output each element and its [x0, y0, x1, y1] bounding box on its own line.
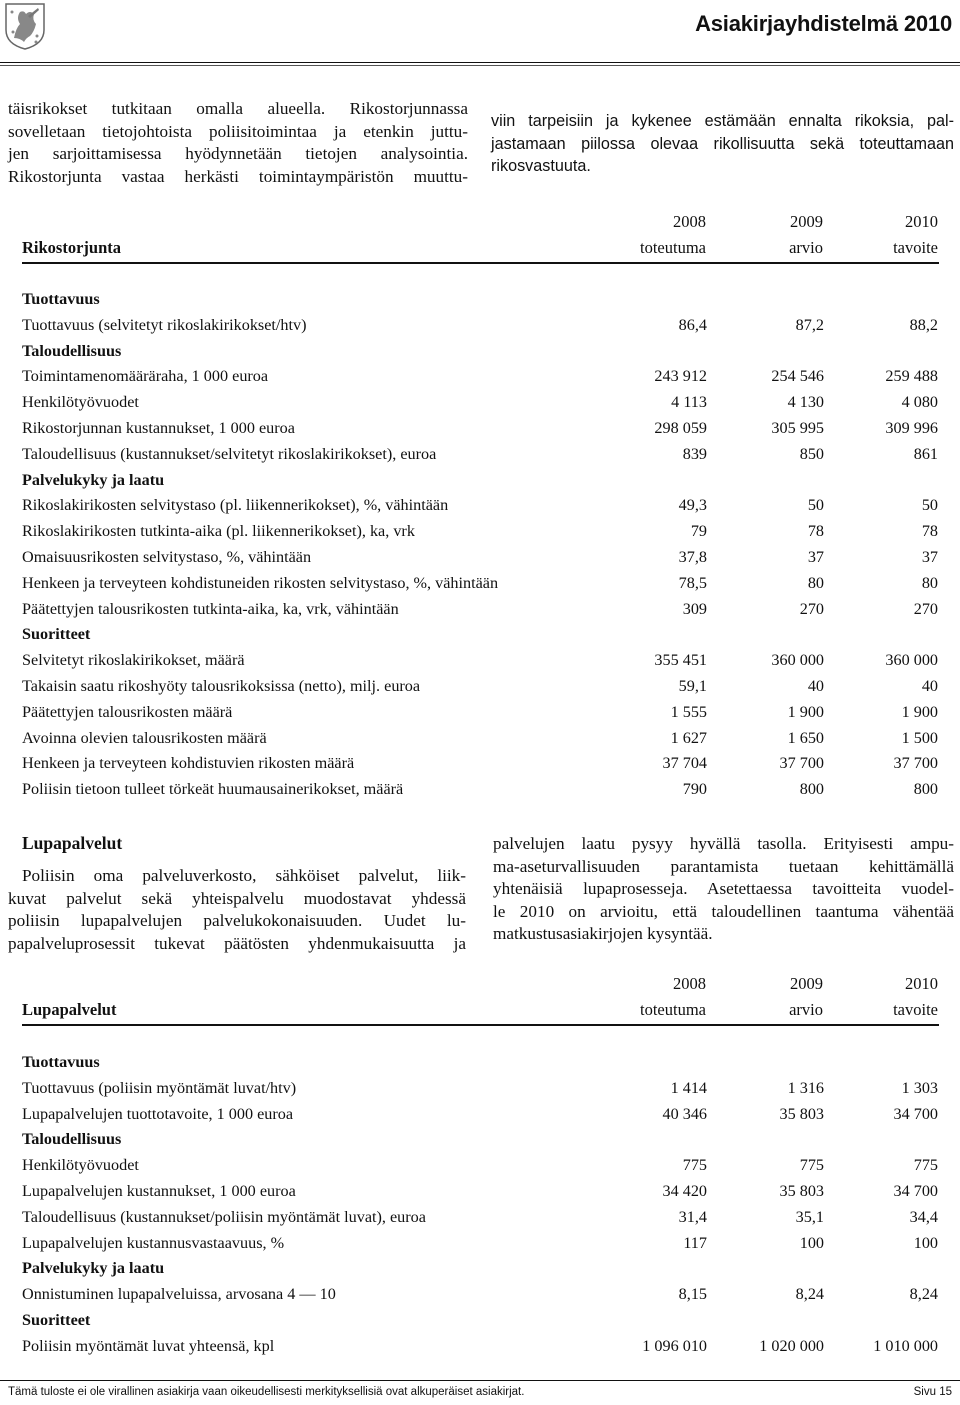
text-line: jastamaan piilossa olevaa rikollisuutta sekä toteuttamaan: [491, 134, 954, 153]
table-row: [22, 522, 939, 546]
cell-value: 100: [913, 1233, 938, 1252]
row-label: Rikoslakirikosten selvitystaso (pl. liikennerikokset), %, vähintään: [22, 496, 449, 515]
table-row: [22, 703, 939, 727]
lion-crest-icon: [4, 2, 46, 50]
table1-title: Rikostorjunta: [22, 238, 122, 257]
table-section-heading: [22, 625, 939, 649]
header-divider-thin: [0, 65, 960, 66]
cell-value: 37: [807, 548, 824, 566]
cell-value: 50: [921, 496, 938, 515]
section-label: Taloudellisuus: [22, 1130, 122, 1149]
text-line: viin tarpeisiin ja kykenee estämään ennalta rikoksia, pal-: [491, 112, 954, 130]
cell-value: 850: [799, 444, 824, 463]
table-row: [22, 600, 939, 624]
table-row: [22, 548, 939, 572]
row-label: Henkilötyövuodet: [22, 1156, 139, 1175]
row-label: Avoinna olevien talousrikosten määrä: [22, 728, 267, 747]
cell-value: 40 346: [662, 1104, 707, 1123]
cell-value: 35,1: [795, 1207, 824, 1226]
table-section-heading: [22, 1130, 939, 1154]
cell-value: 59,1: [678, 677, 707, 695]
cell-value: 1 900: [901, 702, 938, 721]
table-section-heading: [22, 1053, 939, 1077]
cell-value: 8,24: [795, 1285, 824, 1304]
cell-value: 1 500: [901, 728, 938, 747]
cell-value: 305 995: [771, 419, 824, 437]
row-label: Rikoslakirikosten tutkinta-aika (pl. liikennerikokset), ka, vrk: [22, 522, 415, 541]
cell-value: 298 059: [654, 419, 707, 437]
cell-value: 34 700: [893, 1182, 938, 1200]
row-label: Päätettyjen talousrikosten määrä: [22, 702, 233, 721]
cell-value: 360 000: [885, 651, 938, 670]
year-2009: 2009: [790, 974, 823, 993]
cell-value: 100: [799, 1233, 824, 1252]
cell-value: 4 080: [901, 393, 938, 412]
cell-value: 37 704: [662, 754, 707, 773]
table-row: [22, 1105, 939, 1129]
cell-value: 1 303: [901, 1078, 938, 1097]
footer-divider: [0, 1380, 960, 1381]
table-row: [22, 651, 939, 675]
table2-rule: [22, 1024, 939, 1026]
row-label: Henkeen ja terveyteen kohdistuneiden rikosten selvitystaso, %, vähintään: [22, 573, 499, 592]
section-label: Suoritteet: [22, 625, 91, 644]
table-row: [22, 1285, 939, 1309]
row-label: Taloudellisuus (kustannukset/poliisin myöntämät luvat), euroa: [22, 1207, 426, 1226]
year-2008: 2008: [673, 974, 706, 993]
table-row: [22, 574, 939, 598]
year-2008: 2008: [673, 212, 706, 231]
row-label: Selvitetyt rikoslakirikokset, määrä: [22, 651, 245, 670]
row-label: Poliisin myöntämät luvat yhteensä, kpl: [22, 1336, 275, 1355]
section-label: Palvelukyky ja laatu: [22, 470, 165, 489]
cell-value: 78,5: [678, 573, 707, 592]
cell-value: 35 803: [779, 1182, 824, 1200]
table-section-heading: [22, 342, 939, 366]
row-label: Henkeen ja terveyteen kohdistuvien rikosten määrä: [22, 754, 355, 773]
table-row: [22, 445, 939, 469]
cell-value: 37 700: [779, 754, 824, 773]
footer-note: Tämä tuloste ei ole virallinen asiakirja vaan oikeudellisesti merkityksellisiä ovat alkuperäiset asiakirjat.: [8, 1386, 525, 1398]
cell-value: 78: [921, 522, 938, 541]
year-2010: 2010: [905, 212, 938, 231]
table1-rule: [22, 262, 939, 264]
cell-value: 80: [807, 573, 824, 592]
cell-value: 259 488: [885, 367, 938, 386]
row-label: Omaisuusrikosten selvitystaso, %, vähintään: [22, 548, 312, 566]
cell-value: 79: [690, 522, 707, 541]
cell-value: 8,24: [909, 1285, 938, 1304]
text-line: kuvat palvelut sekä yhteispalvelu muodostavat yhdessä: [8, 888, 466, 908]
kind-tavoite: tavoite: [893, 1000, 938, 1019]
kind-toteutuma: toteutuma: [640, 238, 706, 257]
cell-value: 775: [682, 1156, 707, 1175]
lupa-right-paragraph: [493, 833, 954, 946]
cell-value: 1 020 000: [759, 1336, 824, 1355]
cell-value: 1 096 010: [642, 1336, 707, 1355]
row-label: Henkilötyövuodet: [22, 393, 139, 412]
kind-arvio: arvio: [789, 1000, 823, 1019]
section-label: Tuottavuus: [22, 290, 100, 308]
section-label: Palvelukyky ja laatu: [22, 1259, 165, 1278]
row-label: Tuottavuus (selvitetyt rikoslakirikokset/htv): [22, 315, 307, 334]
cell-value: 775: [913, 1156, 938, 1175]
cell-value: 839: [682, 444, 707, 463]
cell-value: 1 414: [670, 1078, 707, 1097]
table-row: [22, 1337, 939, 1361]
table-row: [22, 496, 939, 520]
table-row: [22, 677, 939, 701]
cell-value: 35 803: [779, 1104, 824, 1123]
table-row: [22, 1208, 939, 1232]
cell-value: 49,3: [678, 496, 707, 515]
cell-value: 1 316: [787, 1078, 824, 1097]
text-line: Rikostorjunta vastaa herkästi toimintaympäristön muuttu-: [8, 166, 468, 186]
table-row: [22, 1234, 939, 1258]
row-label: Rikostorjunnan kustannukset, 1 000 euroa: [22, 419, 295, 437]
text-line: yhtenäisiä lupaprosesseja. Asetettaessa tavoitteita vuodel-: [493, 879, 954, 899]
table-row: [22, 316, 939, 340]
cell-value: 78: [807, 522, 824, 541]
cell-value: 790: [682, 780, 707, 799]
row-label: Lupapalvelujen tuottotavoite, 1 000 euroa: [22, 1104, 294, 1123]
text-line: täisrikokset tutkitaan omalla alueella. Rikostorjunnassa: [8, 99, 468, 118]
section-label: Taloudellisuus: [22, 341, 122, 360]
row-label: Takaisin saatu rikoshyöty talousrikoksissa (netto), milj. euroa: [22, 677, 421, 695]
table2-title: Lupapalvelut: [22, 1000, 117, 1019]
row-label: Poliisin tietoon tulleet törkeät huumausainerikokset, määrä: [22, 780, 404, 799]
table-section-heading: [22, 1259, 939, 1283]
cell-value: 309 996: [885, 419, 938, 437]
document-title: Asiakirjayhdistelmä 2010: [695, 11, 952, 36]
cell-value: 86,4: [678, 315, 707, 334]
header-divider: [0, 62, 960, 63]
intro-left-paragraph: [8, 98, 468, 188]
cell-value: 1 627: [670, 728, 707, 747]
cell-value: 1 555: [670, 702, 707, 721]
cell-value: 243 912: [654, 367, 707, 386]
lupapalvelut-heading: Lupapalvelut: [22, 833, 123, 853]
table-section-heading: [22, 290, 939, 314]
cell-value: 309: [682, 599, 707, 618]
table-row: [22, 1079, 939, 1103]
cell-value: 8,15: [678, 1285, 707, 1304]
section-label: Tuottavuus: [22, 1053, 100, 1071]
page-number: Sivu 15: [913, 1386, 952, 1398]
table-row: [22, 419, 939, 443]
cell-value: 37,8: [678, 548, 707, 566]
table-row: [22, 729, 939, 753]
text-line: poliisin lupapalvelujen palvelukokonaisuuden. Uudet lu-: [8, 911, 466, 931]
text-line: le 2010 on arvioitu, että taloudellinen taantuma vähentää: [493, 901, 954, 921]
cell-value: 50: [807, 496, 824, 515]
cell-value: 4 113: [671, 393, 707, 412]
table-section-heading: [22, 1311, 939, 1335]
table-row: [22, 1182, 939, 1206]
row-label: Toimintamenomääräraha, 1 000 euroa: [22, 367, 269, 386]
year-2010: 2010: [905, 974, 938, 993]
cell-value: 355 451: [654, 651, 707, 670]
cell-value: 360 000: [771, 651, 824, 670]
row-label: Päätettyjen talousrikosten tutkinta-aika, ka, vrk, vähintään: [22, 599, 399, 618]
cell-value: 270: [913, 599, 938, 618]
row-label: Taloudellisuus (kustannukset/selvitetyt rikoslakirikokset), euroa: [22, 444, 437, 463]
cell-value: 861: [913, 444, 938, 463]
cell-value: 37 700: [893, 754, 938, 773]
cell-value: 80: [921, 573, 938, 592]
cell-value: 40: [807, 677, 824, 695]
year-2009: 2009: [790, 212, 823, 231]
cell-value: 31,4: [678, 1207, 707, 1226]
cell-value: 1 900: [787, 702, 824, 721]
text-line: rikosvastuuta.: [491, 157, 591, 176]
cell-value: 4 130: [787, 393, 824, 412]
text-line: palvelujen laatu pysyy hyvällä tasolla. Erityisesti ampu-: [493, 834, 954, 853]
cell-value: 775: [799, 1156, 824, 1175]
row-label: Lupapalvelujen kustannusvastaavuus, %: [22, 1233, 285, 1252]
cell-value: 1 010 000: [873, 1336, 938, 1355]
kind-tavoite: tavoite: [893, 238, 938, 257]
cell-value: 117: [683, 1233, 707, 1252]
cell-value: 800: [799, 780, 824, 799]
table-row: [22, 754, 939, 778]
table-row: [22, 367, 939, 391]
row-label: Tuottavuus (poliisin myöntämät luvat/htv): [22, 1078, 297, 1097]
cell-value: 34,4: [909, 1207, 938, 1226]
intro-right-paragraph: [491, 110, 954, 178]
cell-value: 254 546: [771, 367, 824, 386]
table-row: [22, 1156, 939, 1180]
table-row: [22, 393, 939, 417]
cell-value: 37: [921, 548, 938, 566]
text-line: ma-aseturvallisuuden parantamista tuetaan kehittämällä: [493, 856, 954, 876]
cell-value: 87,2: [795, 315, 824, 334]
kind-arvio: arvio: [789, 238, 823, 257]
text-line: matkustusasiakirjojen kysyntää.: [493, 924, 713, 944]
text-line: papalveluprosessit tukevat päätösten yhdenmukaisuutta ja: [8, 933, 466, 953]
table-section-heading: [22, 471, 939, 495]
kind-toteutuma: toteutuma: [640, 1000, 706, 1019]
cell-value: 270: [799, 599, 824, 618]
cell-value: 800: [913, 780, 938, 799]
lupa-left-paragraph: [8, 865, 466, 955]
text-line: sovelletaan tietojohtoista poliisitoimintaa ja etenkin juttu-: [8, 121, 468, 141]
cell-value: 1 650: [787, 728, 824, 747]
text-line: Poliisin oma palveluverkosto, sähköiset palvelut, liik-: [22, 866, 466, 885]
cell-value: 34 700: [893, 1104, 938, 1123]
section-label: Suoritteet: [22, 1311, 91, 1329]
cell-value: 88,2: [909, 315, 938, 334]
row-label: Onnistuminen lupapalveluissa, arvosana 4 — 10: [22, 1285, 336, 1304]
text-line: jen sarjoittamisessa hyödynnetään tietojen analysointia.: [8, 144, 468, 164]
table-row: [22, 780, 939, 804]
cell-value: 34 420: [662, 1182, 707, 1200]
row-label: Lupapalvelujen kustannukset, 1 000 euroa: [22, 1182, 296, 1200]
cell-value: 40: [921, 677, 938, 695]
